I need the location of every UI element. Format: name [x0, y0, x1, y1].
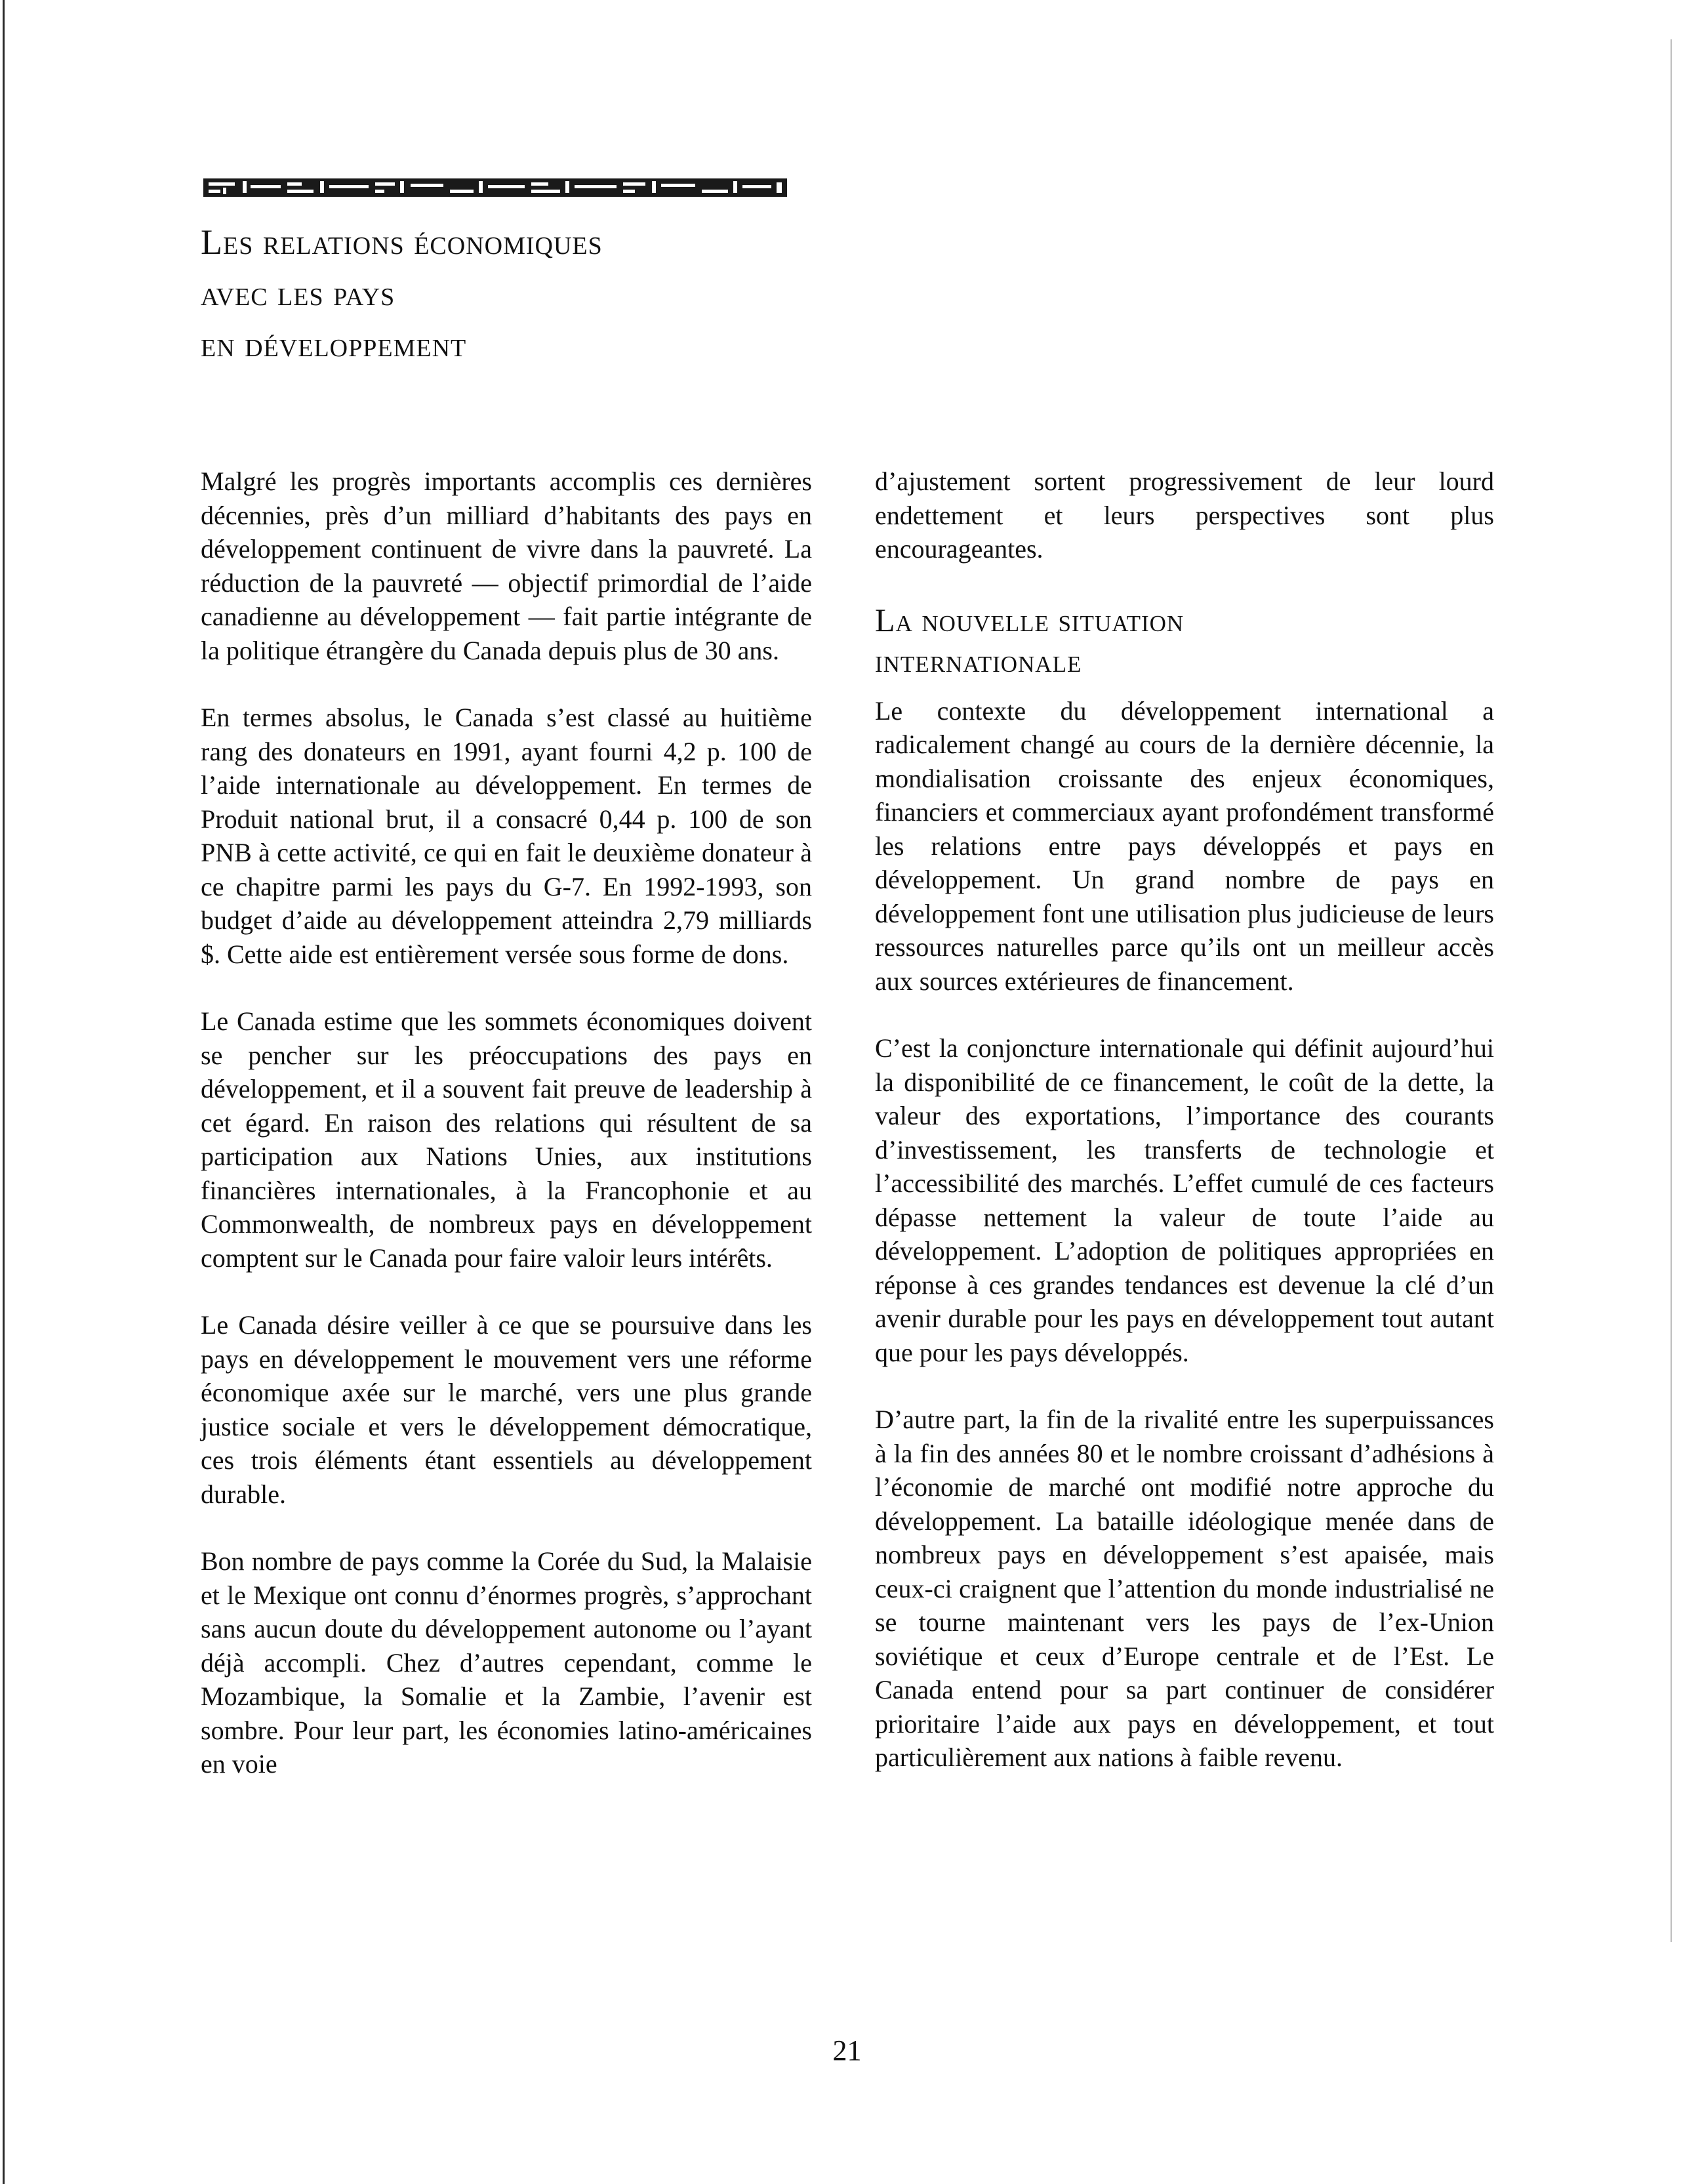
page-title-line: en développement [201, 325, 467, 364]
continued-paragraph: d’ajustement sortent progressivement de leur lourd endettement et leurs perspectives sont plus encourageantes. [875, 466, 1494, 564]
body-paragraph: Le Canada estime que les sommets économiques doivent se pencher sur les préoccupations des pays en développement, et il a souvent fait preuve de leadership à cet égard. En raison des relations qui résultent de sa participation aux Nations Unies, aux institutions financières internationales, à la Francophonie et au Commonwealth, de nombreux pays en développement comptent sur le Canada pour faire valoir leurs intérêts. [201, 1006, 812, 1273]
body-paragraph: C’est la conjoncture internationale qui définit aujourd’hui la disponibilité de ce financement, le coût de la dette, la valeur des exportations, l’importance des courants d’investissement, les transferts de technologie et l’accessibilité des marchés. L’effet cumulé de ces facteurs dépasse nettement la valeur de toute l’aide au développement. L’adoption de politiques appropriées en réponse à ces grandes tendances est devenue la clé d’un avenir durable pour les pays en développement tout autant que pour les pays développés. [875, 1033, 1494, 1367]
right-text-column [875, 464, 1494, 1808]
body-paragraph: Le Canada désire veiller à ce que se poursuive dans les pays en développement le mouvement vers une réforme économique axée sur le marché, vers une plus grande justice sociale et vers le développement démocratique, ces trois éléments étant essentiels au développement durable. [201, 1310, 812, 1509]
body-paragraph: D’autre part, la fin de la rivalité entre les superpuissances à la fin des années 80 et le nombre croissant d’adhésions à l’économie de marché ont modifié notre approche du développement. La bataille idéologique menée dans de nombreux pays en développement s’est apaisée, mais ceux-ci craignent que l’attention du monde industrialisé ne se tourne maintenant vers les pays de l’ex-Union soviétique et ceux d’Europe centrale et de l’Est. Le Canada entend pour sa part continuer de considérer prioritaire l’aide aux pays en développement, et tout particulièrement aux nations à faible revenu. [875, 1405, 1494, 1772]
left-text-column [201, 464, 812, 1815]
section-heading-line: internationale [875, 642, 1082, 679]
body-paragraph: Malgré les progrès importants accomplis ces dernières décennies, près d’un milliard d’habitants des pays en développement continuent de vivre dans la pauvreté. La réduction de la pauvreté — objectif primordial de l’aide canadienne au développement — fait partie intégrante de la politique étrangère du Canada depuis plus de 30 ans. [201, 466, 812, 665]
page-scan-edge-right [1671, 39, 1672, 1942]
section-heading [875, 600, 1494, 681]
page-title-line: avec les pays [201, 274, 395, 313]
page-title-line: Les relations économiques [201, 222, 603, 262]
body-paragraph: Le contexte du développement international a radicalement changé au cours de la dernière décennie, la mondialisation croissante des enjeux économiques, financiers et commerciaux ayant profondément transformé les relations entre pays développés et pays en développement. Un grand nombre de pays en développement font une utilisation plus judicieuse de leurs ressources naturelles parce qu’ils ont un meilleur accès aux sources extérieures de financement. [875, 695, 1494, 996]
body-paragraph: Bon nombre de pays comme la Corée du Sud, la Malaisie et le Mexique ont connu d’énormes progrès, s’approchant sans aucun doute du développement autonome ou l’ayant déjà accompli. Chez d’autres cependant, comme le Mozambique, la Somalie et la Zambie, l’avenir est sombre. Pour leur part, les économies latino-américaines en voie [201, 1546, 812, 1779]
page-scan-edge [3, 0, 5, 2184]
section-heading-line: La nouvelle situation [875, 601, 1185, 638]
decorative-border-ornament [203, 177, 787, 198]
page-number: 21 [832, 2034, 862, 2067]
page-title [201, 216, 988, 370]
body-paragraph: En termes absolus, le Canada s’est classé au huitième rang des donateurs en 1991, ayant fourni 4,2 p. 100 de l’aide internationale au développement. En termes de Produit national brut, il a consacré 0,44 p. 100 de son PNB à cette activité, ce qui en fait le deuxième donateur à ce chapitre parmi les pays du G-7. En 1992-1993, son budget d’aide au développement atteindra 2,79 milliards $. Cette aide est entièrement versée sous forme de dons. [201, 703, 812, 969]
